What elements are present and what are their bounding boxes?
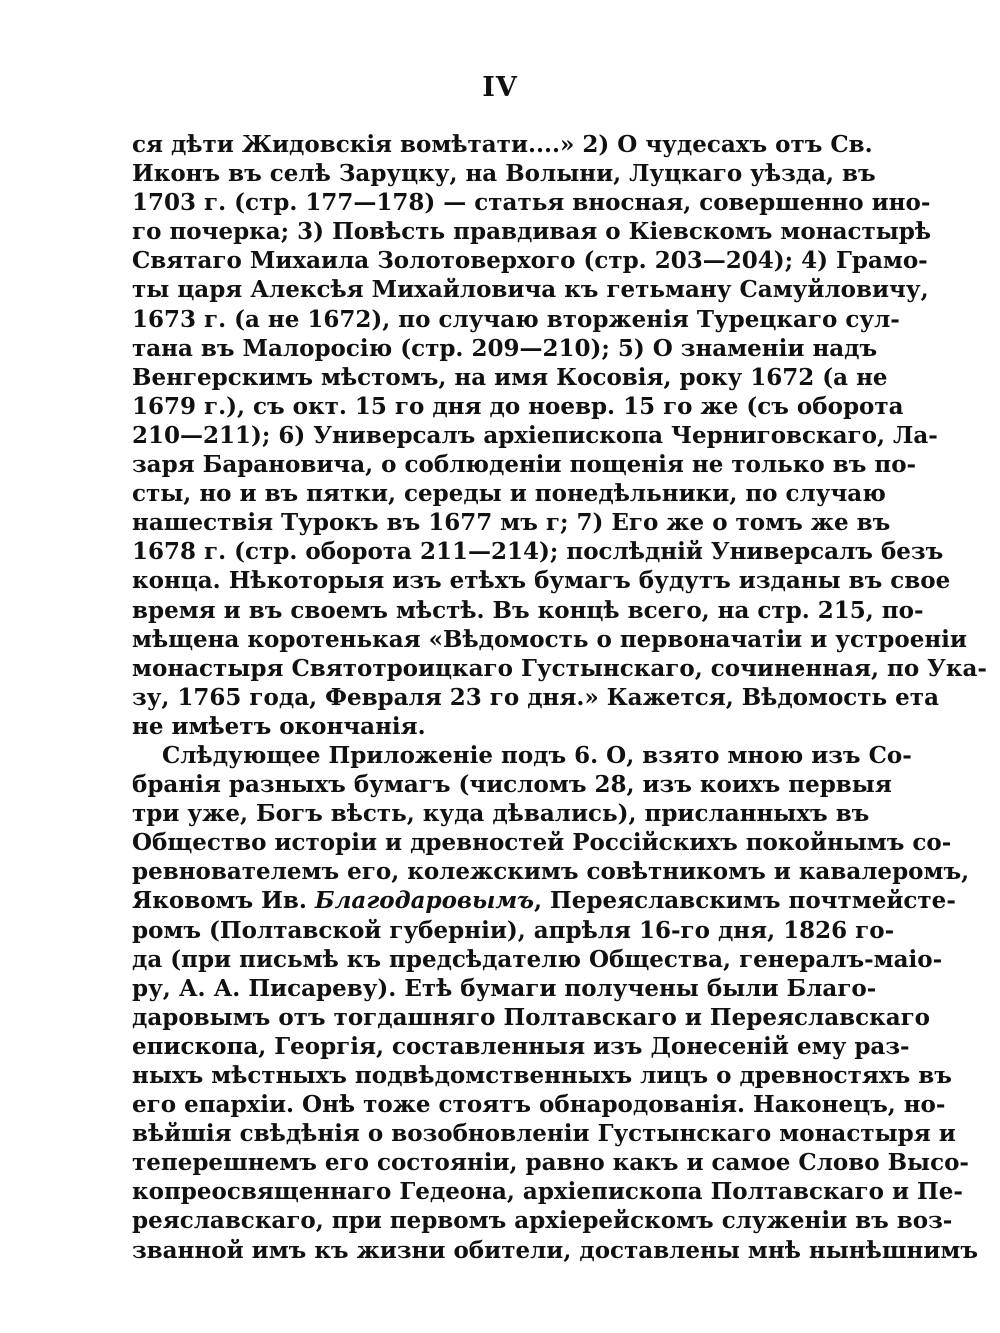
text-line: ныхъ мѣстныхъ подвѣдомственныхъ лицъ о древностяхъ въ — [132, 1062, 952, 1089]
text-line: вѣйшія свѣдѣнія о возобновленіи Густынскаго монастыря и — [132, 1120, 956, 1148]
text-line: зу, 1765 года, Февраля 23 го дня.» Кажется, Вѣдомость ета — [132, 683, 939, 711]
text-line: Иконъ въ селѣ Заруцку, на Волыни, Луцкаго уѣзда, въ — [132, 160, 876, 188]
text-line: теперешнемъ его состояніи, равно какъ и самое Слово Высо- — [132, 1149, 969, 1177]
text-line: копреосвященнаго Гедеона, архіепископа Полтавскаго и Пе- — [132, 1178, 963, 1206]
text-line: даровымъ отъ тогдашняго Полтавскаго и Переяславскаго — [132, 1003, 931, 1031]
italic-surname: Благодаровымъ — [314, 887, 535, 915]
text-line: 210—211); 6) Универсалъ архіепископа Черниговскаго, Ла- — [132, 421, 938, 449]
text-line: тана въ Малоросію (стр. 209—210); 5) О знаменіи надъ — [132, 334, 878, 362]
text-line: 1673 г. (а не 1672), по случаю вторженія Турецкаго сул- — [132, 305, 900, 333]
text-line: Общество исторіи и древностей Россійскихъ покойнымъ со- — [132, 829, 952, 857]
text-line: званной имъ къ жизни обители, доставлены мнѣ нынѣшнимъ — [132, 1236, 979, 1264]
text-line: конца. Нѣкоторыя изъ етѣхъ бумагъ будутъ изданы въ свое — [132, 567, 951, 595]
text-line: ты царя Алексѣя Михайловича къ гетьману Самуйловичу, — [132, 276, 929, 304]
text-line: 1679 г.), съ окт. 15 го дня до ноевр. 15 го же (съ оборота — [132, 392, 904, 420]
text-line: да (при письмѣ къ предсѣдателю Общества, генералъ-маіо- — [132, 945, 943, 973]
text-line: го почерка; 3) Повѣсть правдивая о Кіевскомъ монастырѣ — [132, 218, 932, 246]
text-line: его епархіи. Онѣ тоже стоятъ обнародованія. Наконецъ, но- — [132, 1091, 946, 1119]
text-line: реяславскаго, при первомъ архіерейскомъ служеніи въ воз- — [132, 1207, 953, 1235]
text-line: нашествія Турокъ въ 1677 мъ г; 7) Его же о томъ же въ — [132, 509, 891, 537]
text-segment: Яковомъ Ив. — [132, 887, 307, 915]
text-line: три уже, Богъ вѣсть, куда дѣвались), присланныхъ въ — [132, 800, 870, 828]
text-line: ру, А. А. Писареву). Етѣ бумаги получены были Благо- — [132, 974, 877, 1002]
text-line: ся дѣти Жидовскія вомѣтати....» 2) О чудесахъ отъ Св. — [132, 131, 873, 158]
text-line-with-italic-name — [132, 886, 956, 915]
body-text — [132, 130, 987, 1265]
text-line: монастыря Святотроицкаго Густынскаго, сочиненная, по Ука- — [132, 654, 987, 682]
text-line: мѣщена коротенькая «Вѣдомость о первоначатіи и устроеніи — [132, 625, 967, 653]
text-line: ромъ (Полтавской губерніи), апрѣля 16-го дня, 1826 го- — [132, 916, 895, 944]
text-line: 1703 г. (стр. 177—178) — статья вносная, совершенно ино- — [132, 189, 931, 217]
text-line: ревнователемъ его, колежскимъ совѣтникомъ и кавалеромъ, — [132, 858, 970, 886]
paragraph-end-line: не имѣетъ окончанія. — [132, 712, 426, 740]
text-line: 1678 г. (стр. оборота 211—214); послѣдній Универсалъ безъ — [132, 538, 944, 566]
text-line: время и въ своемъ мѣстѣ. Въ концѣ всего, на стр. 215, по- — [132, 596, 924, 624]
text-line: епископа, Георгія, составленныя изъ Донесеній ему раз- — [132, 1032, 910, 1060]
text-segment: , Переяславскимъ почтмейсте- — [534, 887, 956, 915]
text-line: сты, но и въ пятки, середы и понедѣльники, по случаю — [132, 480, 886, 508]
text-line: Венгерскимъ мѣстомъ, на имя Косовія, року 1672 (а не — [132, 363, 888, 391]
paragraph-start-line: Слѣдующее Приложеніе подъ 6. О, взято мною изъ Со- — [162, 741, 912, 769]
page-number: IV — [482, 72, 518, 103]
text-line: заря Барановича, о соблюденіи пощенія не только въ по- — [132, 451, 917, 479]
text-line: бранія разныхъ бумагъ (числомъ 28, изъ коихъ первыя — [132, 771, 892, 799]
text-line: Святаго Михаила Золотоверхого (стр. 203—204); 4) Грамо- — [132, 247, 928, 275]
